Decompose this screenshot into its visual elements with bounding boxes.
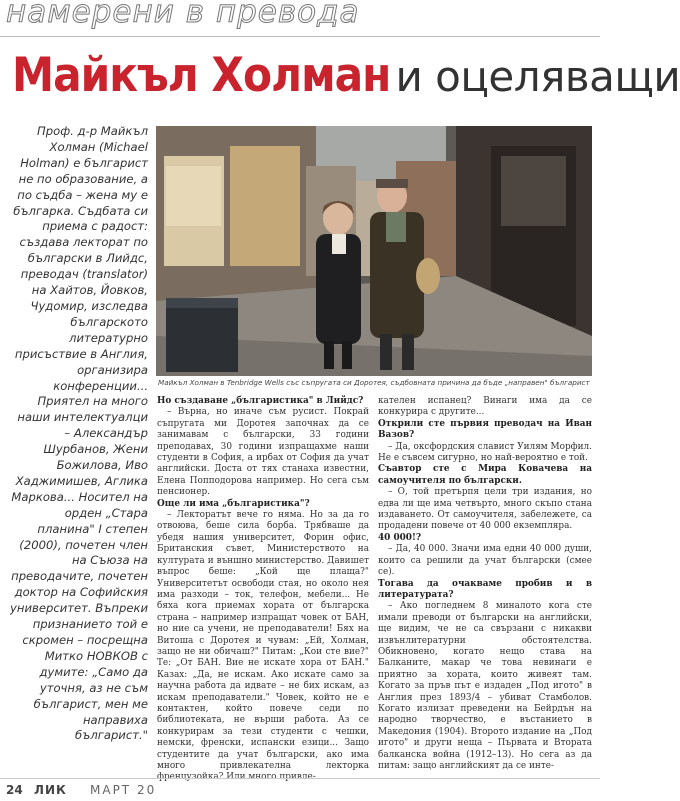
interview-answer: – Лекторатът вече го няма. Но за да го отвоюва, беше сила борба. Трябваше да убедя нашия университет, Форин офис, Британския съвет, Министерството на културата и външно министерство. Давишет въпрос беше: „Кой ще плаща?" Университетът освободи стая, но около нея има разходи – ток, телефон, мебели... Не бяха кога приемах хората от българска страна – например изпращат човек от БАН, но ние са учени, не преподаватели! Бях на Витоша с Доротея и чувам: „Ей, Холман, защо не ни обичаш?" Питам: „Кои сте вие?" Те: „От БАН. Вие не искате хора от БАН." Казах: „Да, не искам. Ако искате само за научна работа да идвате – не бих искам, аз искам преподаватели." Човек, който не е контактен, който повече седи по библиотеката, не върши работа. Аз се конкурирам за тези студенти с чешки, немски, френски, испански езици... Защо студентите да учат български, ако има много привлекателна лекторка френцузойка? Или много привле-	[157, 510, 369, 783]
interview-question: Но създаване „българистика" в Лийдс?	[157, 396, 364, 406]
article-title	[12, 48, 680, 120]
interview-column-right	[378, 396, 592, 780]
section-header-text: намерени в превода	[6, 0, 360, 30]
interview-column-left	[157, 396, 369, 783]
section-header	[0, 0, 600, 37]
page-number: 24	[6, 783, 23, 797]
interview-answer: кателен испанец? Винаги има да се конкурира с другите...	[378, 396, 592, 418]
interview-answer: – Да, 40 000. Значи има едни 40 000 души, които са решили да учат български (смее се).	[378, 544, 592, 578]
street-photo-illustration	[156, 126, 592, 376]
article-photo	[156, 126, 592, 376]
article-title-name: Майкъл Холман	[12, 48, 391, 103]
interview-answer: – Върна, но иначе съм русист. Покрай съпругата ми Доротея започнах да се занимавам с български, 33 години преподавах, 30 години изпращахме наши студенти в София, а ирбах от София да учат английски. Доста от тях станаха известни, Елена Попподорова например. Но сега съм пенсионер.	[157, 407, 369, 498]
interview-answer: – Да, оксфордския славист Уилям Морфил. Не е съвсем сигурно, но най-вероятно е той.	[378, 441, 592, 464]
interview-question: 40 000!?	[378, 532, 422, 543]
sidebar-paragraph: Проф. д-р Майкъл Холман (Michael Holman) е българист не по образование, а по съдба – жена му е българка. Съдбата си приема с радост: създава лекторат по български в Лийдс, преводач (translator) на Хайтов, Йовков, Чудомир, изследва българското литературно присъствие в Англия, организира конференции...	[13, 124, 148, 393]
page-footer	[0, 778, 600, 801]
interview-question: Съавтор сте с Мира Ковачева на самоучителя по български.	[378, 464, 592, 486]
issue-month: МАРТ 20	[90, 783, 157, 797]
sidebar-intro	[10, 124, 148, 774]
interview-answer: – О, той претърпя цели три издания, но едва ли ще има четвърто, много скъпо стана издаването. От самоучителя, забележете, са продадени повече от 40 000 екземпляра.	[378, 487, 592, 532]
sidebar-paragraph: Приятел на много наши интелектуалци – Александър Шурбанов, Жени Божилова, Иво Хаджимишев, Аглика Маркова... Носител на орден „Стара планина" I степен (2000), почетен член на Съюза на преводачите, почетен доктор на Софийския университет. Въпреки признанието той е скромен – посрещна Митко НОВКОВ с думите: „Само да уточня, аз не съм българист, мен ме направиха българист."	[10, 394, 148, 743]
interview-answer: – Ако погледнем 8 миналото кога сте имали преводи от български на английски, ще видим, че не са свързани с никакви извънлитературни обстоятелства. Обикновено, когато нещо става на Балканите, макар че това невинаги е приятно за хората, които живеят там. Когато за пръв път е издаден „Под игото" в Англия през 1893/4 – убиват Стамболов. Когато излизат преведени на Бейрдън на народно творчество, е въстанието в Македония (1904). Второто издание на „Под игото" и други неща – Първата и Втората балканска война (1912–13). Но сега аз да питам: защо английският да се инте-	[378, 601, 592, 771]
magazine-name: ЛИК	[34, 783, 67, 797]
interview-question: Още ли има „българистика"?	[157, 498, 310, 509]
article-title-rest: и оцеляващи	[395, 52, 680, 101]
interview-question: Тогава да очакваме пробив и в литературата?	[378, 578, 592, 600]
interview-question: Открили сте първия преводач на Иван Вазов?	[378, 418, 592, 441]
photo-caption: Майкъл Холман в Tenbridge Wells със съпругата си Доротея, съдбовната причина да бъде „направен" българист	[158, 378, 590, 387]
